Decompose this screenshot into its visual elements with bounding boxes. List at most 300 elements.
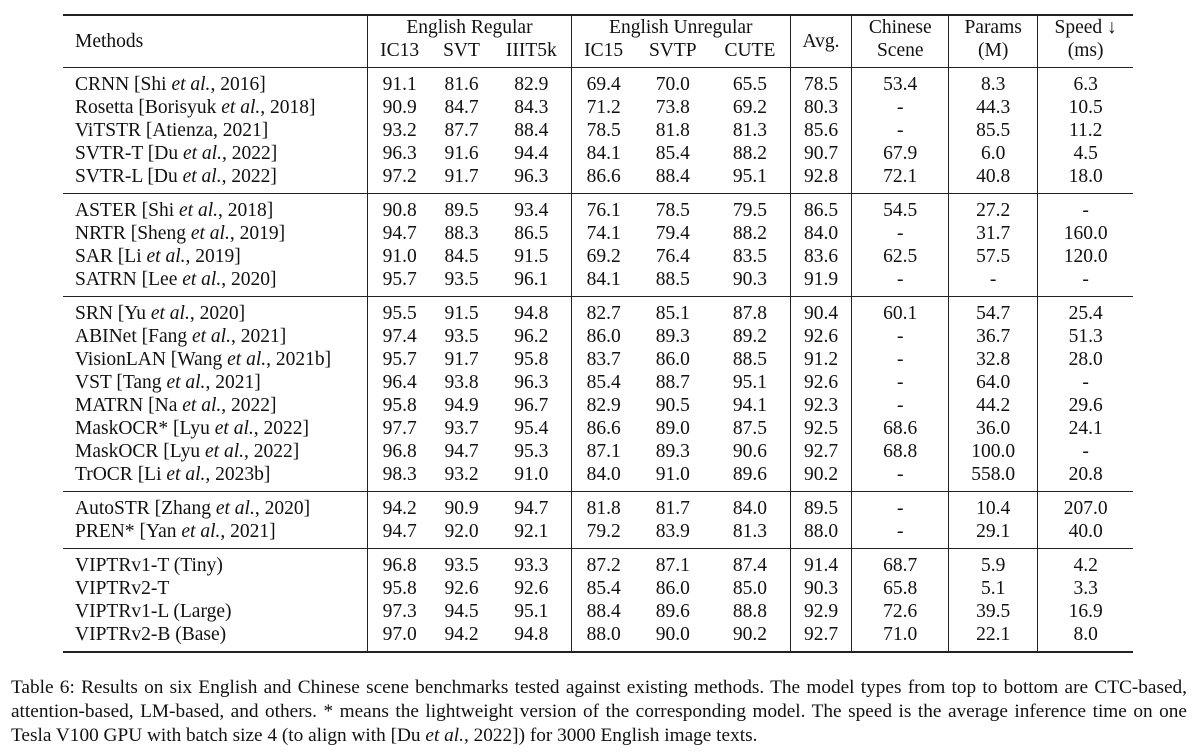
cell-avg: 80.3 [790,96,852,119]
cell-params: 22.1 [949,623,1038,652]
method-name-text: ViTSTR [Atienza, 2021] [75,120,269,141]
cell-cute: 88.5 [710,348,790,371]
table-row [63,297,1133,326]
cell-ic15: 84.1 [586,143,621,164]
cell-ic13: 97.0 [368,623,432,652]
cell-cute: 90.3 [710,268,790,297]
cell-iiit5k: 91.5 [492,245,572,268]
cell-speed: - [1038,194,1133,223]
table-row [63,394,1133,417]
cell-speed: 160.0 [1063,223,1108,244]
cell-speed: 6.3 [1038,68,1133,97]
cell-svt: 94.2 [431,623,491,652]
cell-chinese: - [852,348,949,371]
method-name [63,142,368,165]
cell-avg: 78.5 [790,68,852,97]
method-name-citation: , 2023b] [205,464,271,485]
cell-ic13: 97.3 [382,601,417,622]
cell-avg: 89.5 [790,492,852,521]
cell-svt: 92.0 [444,521,479,542]
method-name-citation: , 2020] [254,498,311,519]
cell-avg: 90.7 [790,142,852,165]
cell-svtp: 87.1 [635,549,710,578]
cell-ic15: 71.2 [586,97,621,118]
methods-header: Methods [63,15,368,68]
table-row [63,268,1133,297]
cell-cute: 94.1 [710,394,790,417]
cell-cute: 89.6 [710,463,790,492]
method-name [63,371,368,394]
method-name-text: ASTER [Shi [75,200,180,221]
params-header-2: (M) [949,39,1038,68]
cell-chinese: - [852,394,949,417]
method-name-text: VST [Tang [75,372,167,393]
cell-chinese: - [852,268,949,297]
cell-svtp: 78.5 [635,194,710,223]
cell-chinese: 67.9 [852,142,949,165]
method-name-citation: , 2021] [230,326,287,347]
method-name-citation: , 2022] [221,166,277,187]
cell-speed: 28.0 [1068,349,1103,370]
cell-params: 64.0 [949,371,1038,394]
cell-svt: 84.5 [444,246,479,267]
cell-chinese: 68.7 [852,549,949,578]
cell-svt: 93.8 [444,372,479,393]
table-row [63,194,1133,223]
method-name-citation: , 2018] [218,200,274,221]
cell-params: 44.2 [949,394,1038,417]
cell-speed: 29.6 [1068,395,1103,416]
cell-ic13: 97.2 [382,166,417,187]
cell-ic13: 96.8 [382,441,417,462]
method-name-citation: , 2018] [260,97,316,118]
method-name [63,417,368,440]
method-name-text: SATRN [Lee [75,269,183,290]
cell-ic15: 76.1 [572,194,636,223]
method-name-citation: , 2016] [210,74,266,95]
method-name-etal: et al. [182,143,222,164]
cell-avg: 90.2 [790,463,852,492]
method-name-text: VIPTRv2-T [75,578,170,599]
cell-cute: 83.5 [710,245,790,268]
table-row [63,463,1133,492]
table-row [63,68,1133,97]
cell-avg: 91.4 [790,549,852,578]
table-row [63,440,1133,463]
cell-cute: 79.5 [710,194,790,223]
cell-svt: 94.9 [444,395,479,416]
caption-text-2: , 2022]) for 3000 English image texts. [463,725,758,746]
method-name-citation: , 2022] [253,418,310,439]
cell-iiit5k: 96.3 [492,165,572,194]
cell-cute: 81.3 [710,520,790,549]
chinese-header-2: Scene [852,39,949,68]
cell-avg: 91.9 [790,268,852,297]
method-name-text: PREN* [Yan [75,521,182,542]
cell-chinese: 72.6 [852,600,949,623]
table-row [63,142,1133,165]
table-row [63,549,1133,578]
cell-cute: 90.2 [710,623,790,652]
cell-chinese: - [852,119,949,142]
cell-cute: 89.2 [710,325,790,348]
cell-params: 85.5 [949,119,1038,142]
method-name-citation: , 2019] [229,223,286,244]
table-row [63,417,1133,440]
cell-chinese: - [852,520,949,549]
cell-avg: 92.7 [790,623,852,652]
cell-svt: 93.5 [431,549,491,578]
table-row [63,119,1133,142]
cell-ic15: 86.0 [586,326,621,347]
cell-ic13: 95.7 [382,349,417,370]
cell-svtp: 88.7 [655,372,690,393]
table-row [63,325,1133,348]
cell-speed: - [1082,372,1089,393]
method-name-citation: , 2021b] [266,349,332,370]
cell-svt: 93.7 [444,418,479,439]
cell-cute: 87.4 [710,549,790,578]
cell-avg: 90.3 [790,577,852,600]
cell-svt: 84.7 [444,97,479,118]
cell-ic13: 96.4 [382,372,417,393]
cell-ic13: 93.2 [382,120,417,141]
cell-avg: 92.9 [790,600,852,623]
method-name [63,325,368,348]
cell-ic13: 95.7 [382,269,417,290]
cell-svt: 91.7 [444,349,479,370]
cell-params: 32.8 [949,348,1038,371]
cell-params: 44.3 [949,96,1038,119]
params-header-1: Params [949,15,1038,39]
cell-iiit5k: 88.4 [492,119,572,142]
cell-ic15: 86.6 [586,166,621,187]
cell-svt: 90.9 [431,492,491,521]
cell-chinese: 54.5 [852,194,949,223]
caption-text-1: Table 6: Results on six English and Chinese scene benchmarks tested against existing methods. The model types from top to bottom are CTC-based, attention-based, LM-based, and others. * means the lightweight version of the corresponding model. The speed is the average inference time on one Tesla V100 GPU with batch size 4 (to align with [Du [11,677,1187,746]
cell-ic15: 82.9 [586,395,621,416]
cell-svt: 92.6 [444,578,479,599]
cell-svt: 81.6 [431,68,491,97]
cell-ic13: 95.5 [368,297,432,326]
cell-svtp: 88.4 [655,166,690,187]
chinese-header-1: Chinese [852,15,949,39]
cell-ic15: 74.1 [586,223,621,244]
cell-params: - [949,268,1038,297]
cell-speed: 20.8 [1068,464,1103,485]
col-header-svtp: SVTP [648,40,697,61]
cell-cute: 65.5 [710,68,790,97]
cell-ic15: 83.7 [586,349,621,370]
method-name [63,96,368,119]
cell-iiit5k: 86.5 [492,222,572,245]
method-name-etal: et al. [166,464,206,485]
cell-chinese: 65.8 [852,577,949,600]
method-name [63,222,368,245]
table-row [63,520,1133,549]
cell-ic13: 91.0 [382,246,417,267]
method-name [63,577,368,600]
cell-svt: 91.7 [444,166,479,187]
cell-iiit5k: 94.4 [492,142,572,165]
method-name-citation: , 2021] [205,372,261,393]
cell-ic15: 88.4 [586,601,621,622]
cell-iiit5k: 95.3 [492,440,572,463]
col-header-iiit5k: IIIT5k [492,39,572,68]
cell-ic15: 88.0 [572,623,636,652]
cell-params: 5.9 [949,549,1038,578]
method-name-etal: et al. [150,303,190,324]
speed-header-2: (ms) [1067,40,1104,61]
cell-speed: 207.0 [1038,492,1133,521]
method-name-text: AutoSTR [Zhang [75,498,216,519]
cell-avg: 88.0 [790,520,852,549]
method-name-text: CRNN [Shi [75,74,172,95]
cell-svtp: 88.5 [655,269,690,290]
method-name-etal: et al. [227,349,267,370]
cell-ic15: 78.5 [586,120,621,141]
cell-svtp: 90.5 [655,395,690,416]
col-header-ic15: IC15 [584,40,624,61]
cell-ic13: 96.8 [368,549,432,578]
method-name-etal: et al. [146,246,186,267]
cell-ic13: 94.7 [382,521,417,542]
cell-svtp: 81.7 [635,492,710,521]
cell-svtp: 79.4 [655,223,690,244]
cell-params: 36.0 [949,417,1038,440]
table-row [63,222,1133,245]
cell-speed: - [1082,441,1089,462]
cell-svtp: 89.6 [655,601,690,622]
method-name-etal: et al. [215,498,255,519]
cell-avg: 91.2 [790,348,852,371]
cell-cute: 84.0 [710,492,790,521]
cell-ic15: 87.1 [586,441,621,462]
method-name-etal: et al. [171,74,211,95]
cell-ic13: 90.8 [368,194,432,223]
cell-iiit5k: 96.2 [492,325,572,348]
cell-chinese: 62.5 [852,245,949,268]
cell-svt: 93.2 [444,464,479,485]
cell-svtp: 89.0 [655,418,690,439]
method-name-text: VisionLAN [Wang [75,349,228,370]
cell-iiit5k: 91.0 [492,463,572,492]
method-name-citation: , 2019] [185,246,241,267]
method-name-etal: et al. [205,441,245,462]
cell-ic15: 81.8 [572,492,636,521]
cell-avg: 92.5 [790,417,852,440]
method-name-text: MATRN [Na [75,395,183,416]
method-name [63,492,368,521]
cell-speed: 8.0 [1038,623,1133,652]
method-name [63,245,368,268]
cell-speed: 18.0 [1068,166,1103,187]
method-name [63,440,368,463]
cell-cute: 95.1 [710,371,790,394]
method-name-text: SVTR-L [Du [75,166,183,187]
cell-ic13: 98.3 [382,464,417,485]
table-row [63,348,1133,371]
table-row [63,371,1133,394]
cell-params: 54.7 [949,297,1038,326]
cell-ic13: 96.3 [382,143,417,164]
method-name-etal: et al. [214,418,254,439]
cell-cute: 88.2 [710,222,790,245]
cell-svtp: 89.3 [655,441,690,462]
cell-avg: 92.6 [790,371,852,394]
method-name-citation: , 2022] [221,395,277,416]
method-name-text: MaskOCR* [Lyu [75,418,215,439]
cell-cute: 69.2 [710,96,790,119]
cell-cute: 85.0 [710,577,790,600]
cell-speed: - [1082,269,1089,290]
cell-avg: 85.6 [790,119,852,142]
method-name-text: ABINet [Fang [75,326,192,347]
method-name-etal: et al. [182,166,222,187]
cell-params: 29.1 [949,520,1038,549]
cell-cute: 87.5 [710,417,790,440]
cell-cute: 88.2 [710,142,790,165]
cell-svtp: 91.0 [655,464,690,485]
method-name [63,348,368,371]
method-name [63,463,368,492]
cell-params: 558.0 [949,463,1038,492]
method-name [63,119,368,142]
method-name-text: NRTR [Sheng [75,223,191,244]
method-name [63,297,368,326]
cell-speed: 10.5 [1068,97,1103,118]
cell-speed: 4.2 [1038,549,1133,578]
method-name-citation: , 2020] [221,269,277,290]
cell-iiit5k: 95.1 [492,600,572,623]
cell-cute: 88.8 [710,600,790,623]
cell-svtp: 86.0 [655,578,690,599]
method-name-citation: , 2022] [244,441,300,462]
cell-iiit5k: 94.8 [492,297,572,326]
cell-svt: 91.6 [444,143,479,164]
cell-speed: 24.1 [1068,418,1103,439]
cell-iiit5k: 95.8 [492,348,572,371]
cell-avg: 92.8 [790,165,852,194]
cell-svtp: 85.1 [635,297,710,326]
cell-speed: 3.3 [1073,578,1098,599]
cell-iiit5k: 92.1 [492,520,572,549]
cell-svtp: 76.4 [655,246,690,267]
method-name [63,623,368,652]
cell-chinese: - [852,222,949,245]
cell-ic15: 84.0 [586,464,621,485]
cell-svtp: 89.3 [655,326,690,347]
cell-speed: 16.9 [1068,601,1103,622]
cell-svt: 88.3 [444,223,479,244]
method-name-etal: et al. [181,521,221,542]
cell-ic15: 69.2 [586,246,621,267]
cell-svt: 91.5 [431,297,491,326]
cell-chinese: 68.8 [852,440,949,463]
cell-chinese: - [852,463,949,492]
table-row [63,623,1133,652]
table-row [63,165,1133,194]
cell-avg: 86.5 [790,194,852,223]
col-header-cute: CUTE [710,39,790,68]
cell-speed: 4.5 [1073,143,1098,164]
method-name-text: VIPTRv1-T (Tiny) [75,555,223,576]
cell-ic13: 91.1 [368,68,432,97]
method-name-etal: et al. [166,372,206,393]
cell-ic13: 97.7 [382,418,417,439]
cell-chinese: 60.1 [852,297,949,326]
cell-svt: 94.7 [444,441,479,462]
cell-params: 6.0 [949,142,1038,165]
table-row [63,492,1133,521]
cell-svtp: 90.0 [635,623,710,652]
method-name [63,194,368,223]
cell-svt: 89.5 [431,194,491,223]
cell-iiit5k: 84.3 [492,96,572,119]
cell-ic13: 95.8 [382,395,417,416]
cell-svtp: 83.9 [655,521,690,542]
cell-params: 5.1 [949,577,1038,600]
cell-ic15: 69.4 [572,68,636,97]
english-regular-header: English Regular [368,15,572,39]
method-name-citation: , 2020] [189,303,246,324]
cell-chinese: - [852,371,949,394]
cell-ic13: 94.7 [382,223,417,244]
method-name [63,68,368,97]
cell-speed: 11.2 [1068,120,1103,141]
method-name [63,600,368,623]
cell-iiit5k: 93.3 [492,549,572,578]
cell-ic15: 79.2 [586,521,621,542]
cell-params: 27.2 [949,194,1038,223]
cell-chinese: 72.1 [852,165,949,194]
cell-speed: 40.0 [1068,521,1103,542]
method-name-etal: et al. [190,223,230,244]
cell-speed: 25.4 [1038,297,1133,326]
cell-ic15: 86.6 [586,418,621,439]
cell-chinese: - [852,96,949,119]
method-name [63,165,368,194]
cell-chinese: 53.4 [852,68,949,97]
method-name [63,394,368,417]
header-row-1 [63,15,1133,39]
cell-cute: 90.6 [710,440,790,463]
cell-chinese: - [852,492,949,521]
cell-ic15: 82.7 [572,297,636,326]
cell-iiit5k: 93.4 [492,194,572,223]
cell-svtp: 81.8 [655,120,690,141]
table-row [63,245,1133,268]
cell-iiit5k: 94.8 [492,623,572,652]
cell-svt: 93.5 [444,269,479,290]
cell-svt: 94.5 [444,601,479,622]
method-name [63,549,368,578]
cell-ic15: 87.2 [572,549,636,578]
cell-svtp: 86.0 [655,349,690,370]
cell-params: 57.5 [949,245,1038,268]
cell-cute: 81.3 [710,119,790,142]
cell-params: 36.7 [949,325,1038,348]
cell-iiit5k: 95.4 [492,417,572,440]
cell-iiit5k: 92.6 [492,577,572,600]
method-name-text: SAR [Li [75,246,147,267]
caption-italic: et al. [425,725,464,746]
cell-svtp: 73.8 [655,97,690,118]
cell-iiit5k: 96.7 [492,394,572,417]
cell-chinese: 68.6 [852,417,949,440]
cell-chinese: - [852,325,949,348]
cell-params: 40.8 [949,165,1038,194]
